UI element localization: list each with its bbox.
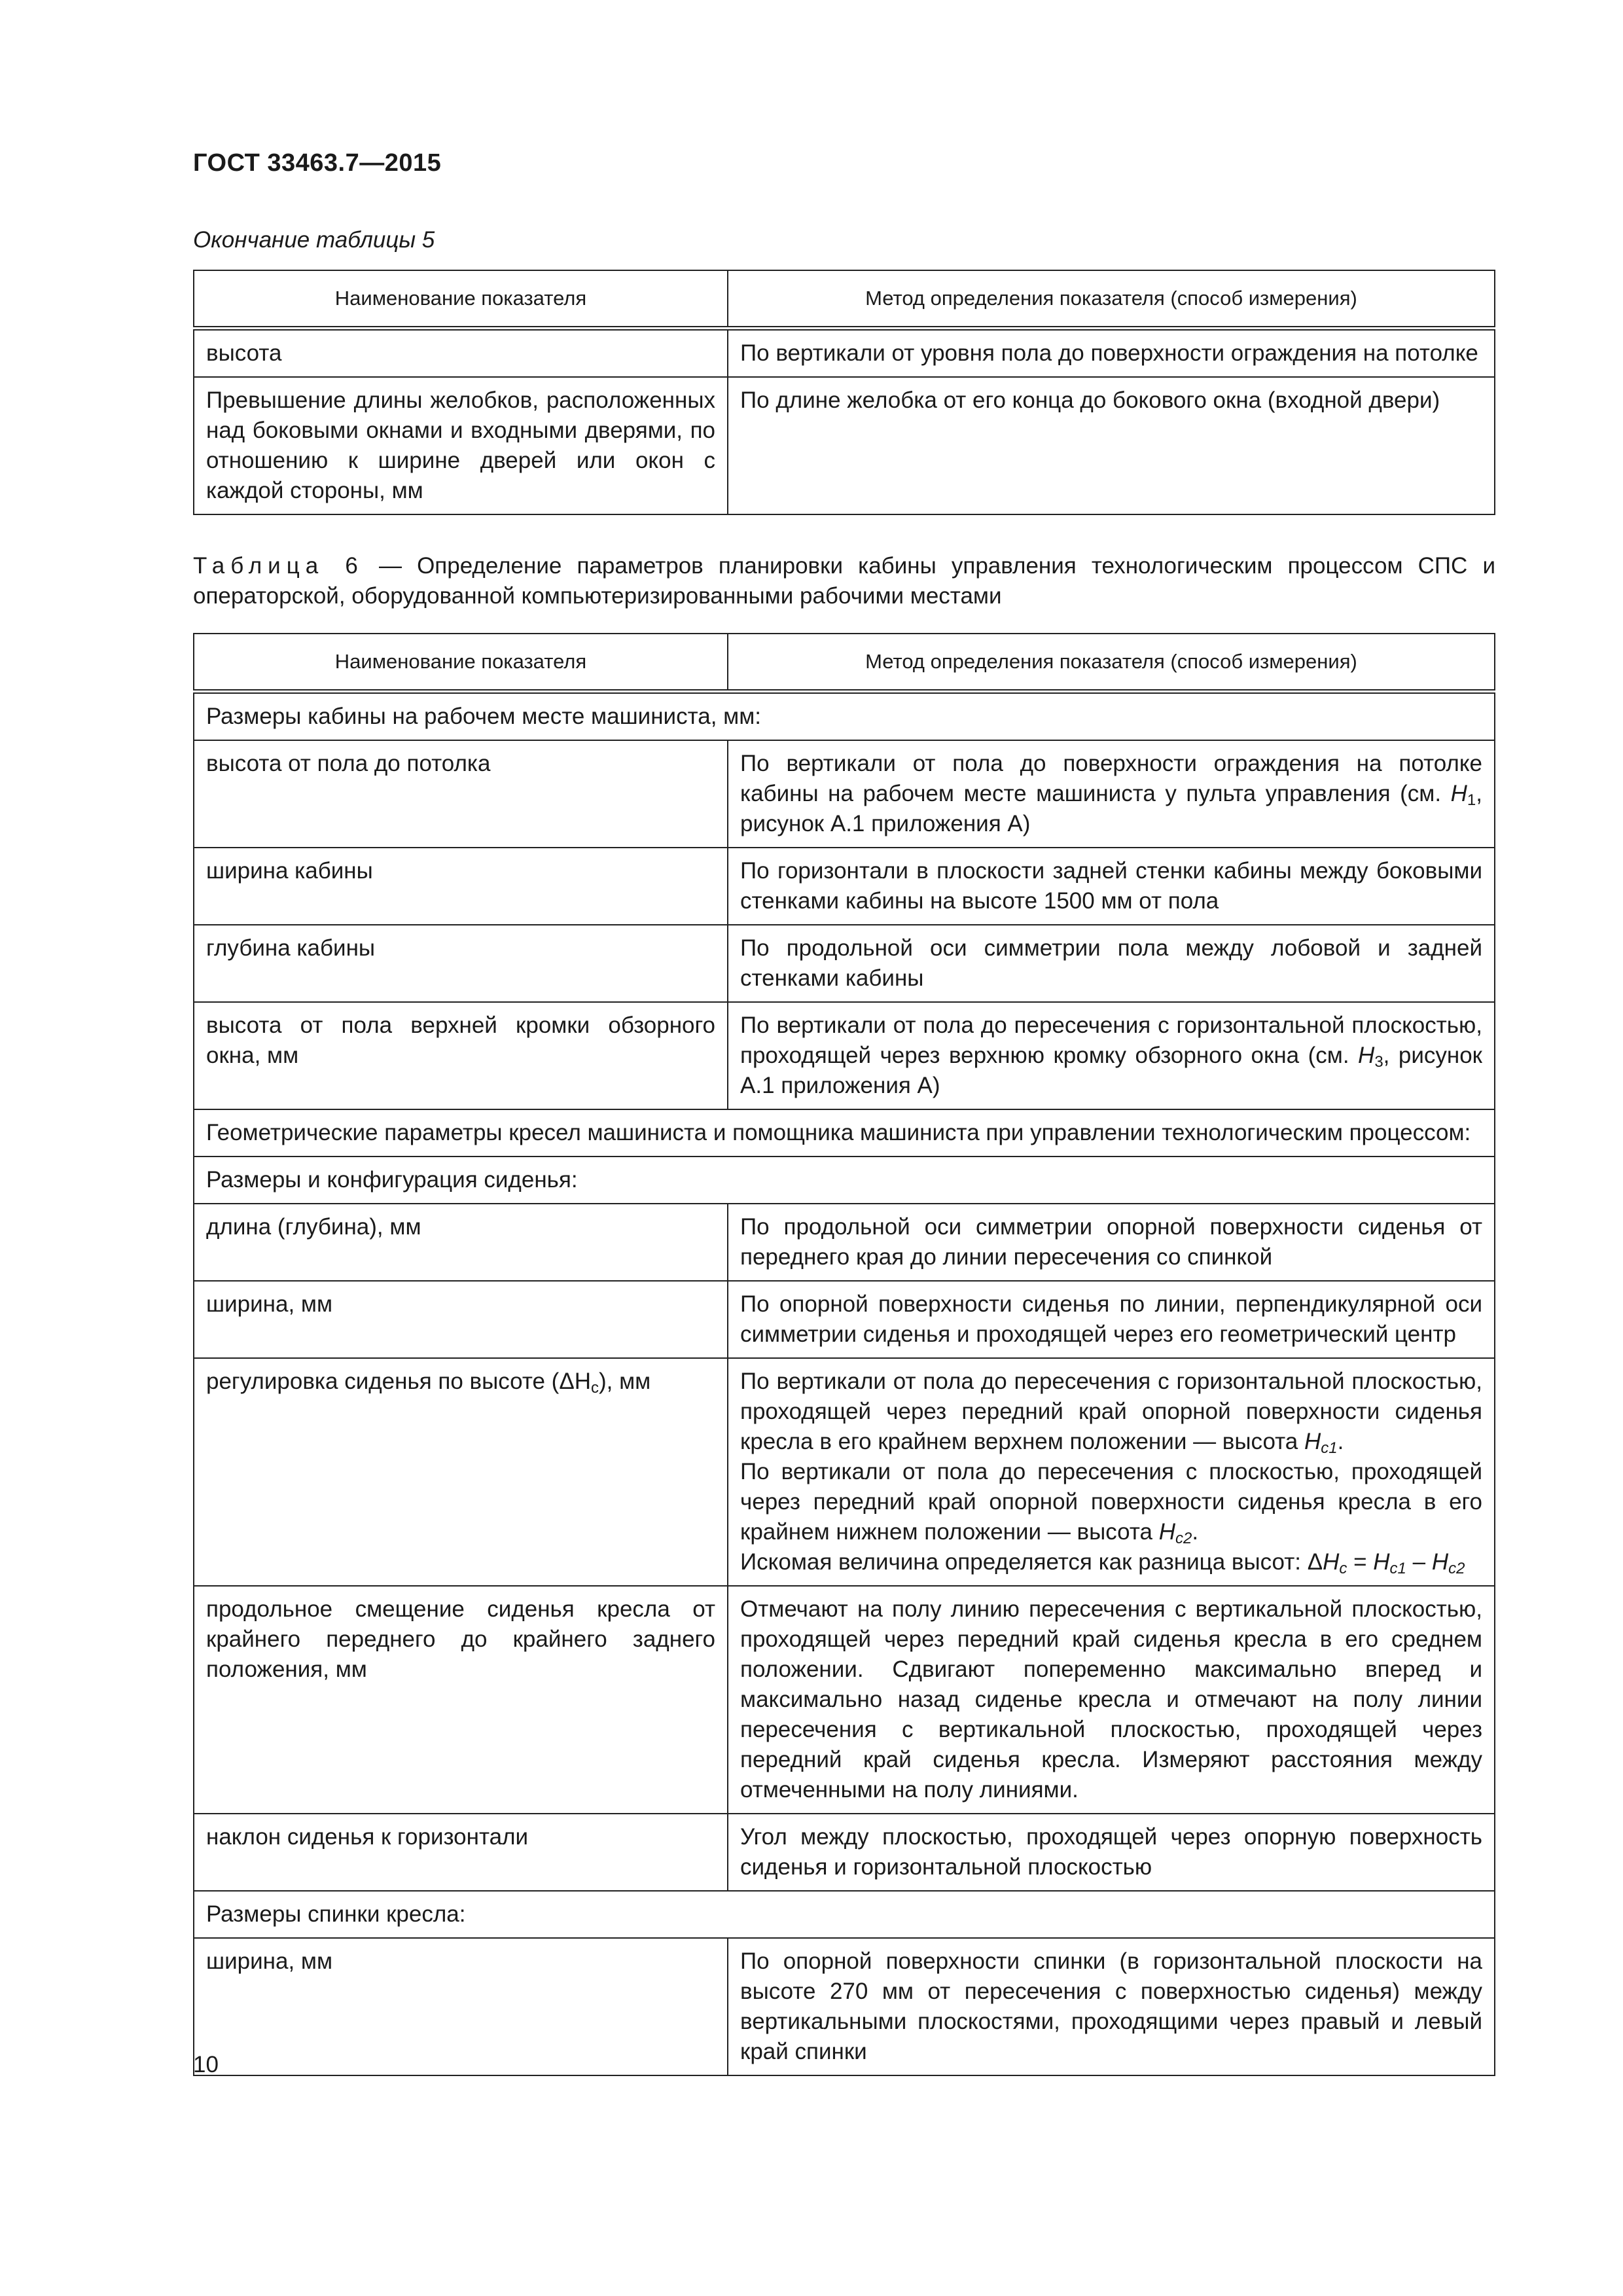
row-name: продольное смещение сиденья кресла от крайнего переднего до крайнего заднего положения, мм: [194, 1586, 728, 1814]
row-name: регулировка сиденья по высоте $(\Delta H_c)$, мм: [194, 1358, 728, 1586]
column-header-method: Метод определения показателя (способ измерения): [728, 270, 1495, 329]
row-name: высота: [194, 329, 728, 378]
column-header-method: Метод определения показателя (способ измерения): [728, 634, 1495, 692]
table-row: [194, 1586, 1495, 1814]
row-name: наклон сиденья к горизонтали: [194, 1814, 728, 1891]
row-method: По вертикали от пола до пересечения с горизонтальной плоскостью, проходящей через верхнюю кромку обзорного окна (см. $H_3$, рисунок А.1 приложения А): [728, 1002, 1495, 1109]
table-row: [194, 740, 1495, 848]
row-method: По опорной поверхности сиденья по линии, перпендикулярной оси симметрии сиденья и проходящей через его геометрический центр: [728, 1281, 1495, 1358]
section-row: [194, 1157, 1495, 1204]
table-row: [194, 1204, 1495, 1281]
row-name: глубина кабины: [194, 925, 728, 1002]
section-seat-geometry: Геометрические параметры кресел машиниста и помощника машиниста при управлении технологическим процессом:: [194, 1109, 1495, 1157]
section-row: [194, 1891, 1495, 1938]
table-row: [194, 1358, 1495, 1586]
row-name: Превышение длины желобков, расположенных над боковыми окнами и входными дверями, по отношению к ширине дверей или окон с каждой стороны, мм: [194, 377, 728, 514]
section-row: [194, 1109, 1495, 1157]
row-name: высота от пола до потолка: [194, 740, 728, 848]
table-6-caption: [193, 551, 1495, 611]
table-row: [194, 377, 1495, 514]
row-method: По вертикали от уровня пола до поверхности ограждения на потолке: [728, 329, 1495, 378]
row-name: высота от пола верхней кромки обзорного окна, мм: [194, 1002, 728, 1109]
row-method: По вертикали от пола до поверхности ограждения на потолке кабины на рабочем месте машиниста у пульта управления (см. $H_1$, рисунок А.1 приложения А): [728, 740, 1495, 848]
row-name: ширина, мм: [194, 1938, 728, 2075]
row-method: По опорной поверхности спинки (в горизонтальной плоскости на высоте 270 мм от пересечения с поверхностью сиденья) между вертикальными плоскостями, проходящими через правый и левый край спинки: [728, 1938, 1495, 2075]
column-header-name: Наименование показателя: [194, 270, 728, 329]
section-row: [194, 692, 1495, 741]
document-header: ГОСТ 33463.7—2015: [193, 149, 442, 177]
row-method: По вертикали от пола до пересечения с горизонтальной плоскостью, проходящей через передний край опорной поверхности сиденья кресла в его крайнем верхнем положении — высота $H_{c1}$. По вертикали от пола до пересечения с плоскостью, проходящей через передний край опорной поверхности сиденья кресла в его крайнем нижнем положении — высота $H_{c2}$. Искомая величина определяется как разница высот: $\Delta H_c = H_{c1} - H_{c2}$: [728, 1358, 1495, 1586]
page-number: 10: [193, 2052, 219, 2077]
caption-label: Таблица 6: [193, 553, 364, 579]
section-seat-dimensions: Размеры и конфигурация сиденья:: [194, 1157, 1495, 1204]
row-name: ширина, мм: [194, 1281, 728, 1358]
row-method: По продольной оси симметрии опорной поверхности сиденья от переднего края до линии пересечения со спинкой: [728, 1204, 1495, 1281]
table-row: [194, 925, 1495, 1002]
table-row: [194, 1938, 1495, 2075]
section-backrest-dimensions: Размеры спинки кресла:: [194, 1891, 1495, 1938]
table-row: [194, 1281, 1495, 1358]
caption-text: — Определение параметров планировки кабины управления технологическим процессом СПС и операторской, оборудованной компьютеризированными рабочими местами: [193, 553, 1496, 609]
table-row: [194, 848, 1495, 925]
row-method: Угол между плоскостью, проходящей через опорную поверхность сиденья и горизонтальной плоскостью: [728, 1814, 1495, 1891]
table-row: [194, 329, 1495, 378]
row-name: длина (глубина), мм: [194, 1204, 728, 1281]
row-method: По длине желобка от его конца до бокового окна (входной двери): [728, 377, 1495, 514]
row-method: По горизонтали в плоскости задней стенки кабины между боковыми стенками кабины на высоте 1500 мм от пола: [728, 848, 1495, 925]
table-6: [193, 633, 1495, 2076]
table-5: [193, 270, 1495, 515]
column-header-name: Наименование показателя: [194, 634, 728, 692]
table-header-row: [194, 270, 1495, 329]
table-row: [194, 1814, 1495, 1891]
row-name: ширина кабины: [194, 848, 728, 925]
row-method: По продольной оси симметрии пола между лобовой и задней стенками кабины: [728, 925, 1495, 1002]
table-header-row: [194, 634, 1495, 692]
table-row: [194, 1002, 1495, 1109]
section-cabin-dimensions: Размеры кабины на рабочем месте машиниста, мм:: [194, 692, 1495, 741]
row-method: Отмечают на полу линию пересечения с вертикальной плоскостью, проходящей через передний край сиденья кресла в его среднем положении. Сдвигают попеременно максимально вперед и максимально назад сиденье кресла и отмечают на полу линии пересечения с вертикальной плоскостью, проходящей через передний край сиденья кресла. Измеряют расстояния между отмеченными на полу линиями.: [728, 1586, 1495, 1814]
table-continuation-label: Окончание таблицы 5: [193, 227, 435, 253]
